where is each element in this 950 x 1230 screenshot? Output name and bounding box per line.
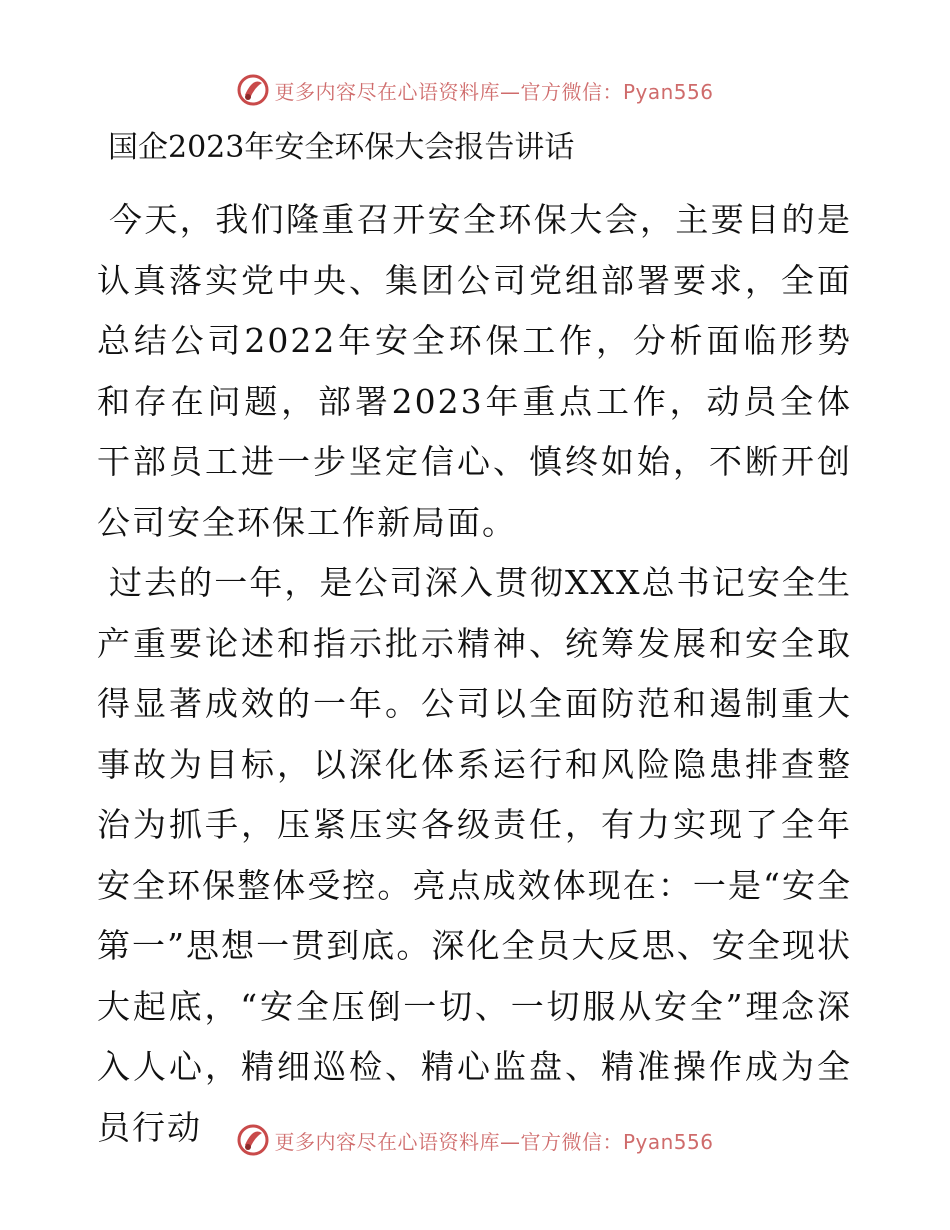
- watermark-text: 更多内容尽在心语资料库—官方微信：Pyan556: [274, 1129, 714, 1154]
- header-watermark: [0, 70, 950, 110]
- logo-seal-icon: [236, 1123, 270, 1157]
- paragraph-1: 今天，我们隆重召开安全环保大会，主要目的是认真落实党中央、集团公司党组部署要求，全面总结公司2022年安全环保工作，分析面临形势和存在问题，部署2023年重点工作，动员全体干部员工进一步坚定信心、慎终如始，不断开创公司安全环保工作新局面。: [97, 200, 852, 542]
- footer-watermark: [0, 1120, 950, 1160]
- watermark-text: 更多内容尽在心语资料库—官方微信：Pyan556: [274, 79, 714, 104]
- paragraph-2: 过去的一年，是公司深入贯彻XXX总书记安全生产重要论述和指示批示精神、统筹发展和安全取得显著成效的一年。公司以全面防范和遏制重大事故为目标，以深化体系运行和风险隐患排查整治为抓手，压紧压实各级责任，有力实现了全年安全环保整体受控。亮点成效体现在：一是“安全第一”思想一贯到底。深化全员大反思、安全现状大起底，“安全压倒一切、一切服从安全”理念深入人心，精细巡检、精心监盘、精准操作成为全员行动: [97, 563, 852, 1147]
- logo-seal-icon: [236, 73, 270, 107]
- document-title: 国企2023年安全环保大会报告讲话: [108, 130, 575, 165]
